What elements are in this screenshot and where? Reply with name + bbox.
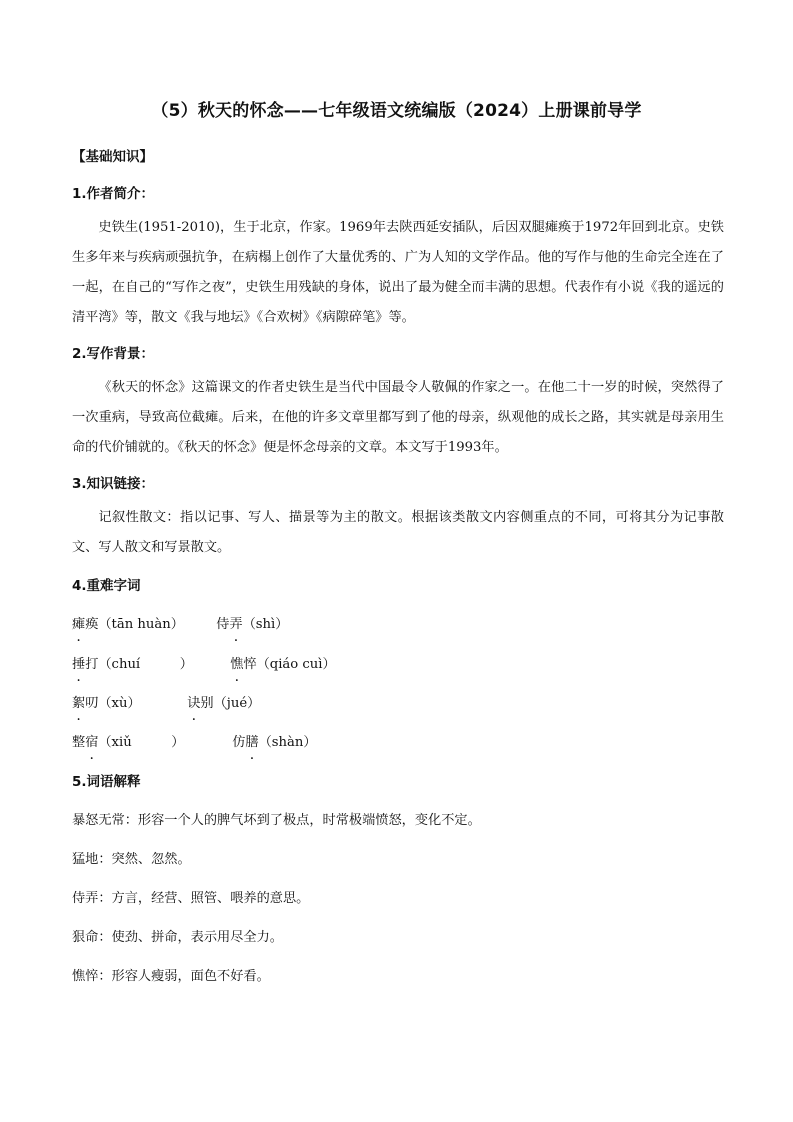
- word-entry: 仿膳（shàn）: [232, 735, 317, 750]
- word-row: [72, 732, 724, 754]
- word-entry: 侍弄（shì）: [216, 617, 289, 632]
- glossary-item: 狠命：使劲、拼命，表示用尽全力。: [72, 930, 283, 945]
- word-entry: 整宿（xiǔ ）: [72, 735, 185, 750]
- word-row: [72, 693, 724, 715]
- words-heading: 4.重难字词: [72, 578, 141, 594]
- background-paragraph: 《秋天的怀念》这篇课文的作者史铁生是当代中国最令人敬佩的作家之一。在他二十一岁的时候，突然得了一次重病，导致高位截瘫。后来，在他的许多文章里都写到了他的母亲，纵观他的成长之路，其实就是母亲用生命的代价铺就的。《秋天的怀念》便是怀念母亲的文章。本文写于1993年。: [72, 380, 724, 455]
- word-entry: 诀别（jué）: [187, 696, 261, 711]
- background-heading: 2.写作背景：: [72, 346, 155, 362]
- glossary-item: 憔悴：形容人瘦弱，面色不好看。: [72, 969, 270, 984]
- word-row: [72, 614, 724, 636]
- word-entry: 絮叨（xù）: [72, 696, 141, 711]
- link-paragraph: 记叙性散文：指以记事、写人、描景等为主的散文。根据该类散文内容侧重点的不同，可将其分为记事散文、写人散文和写景散文。: [72, 510, 724, 555]
- word-entry: 憔悴（qiáo cuì）: [230, 657, 336, 672]
- glossary-item: 暴怒无常：形容一个人的脾气坏到了极点，时常极端愤怒，变化不定。: [72, 813, 481, 828]
- glossary-item: 侍弄：方言，经营、照管、喂养的意思。: [72, 891, 310, 906]
- author-heading: 1.作者简介：: [72, 186, 155, 202]
- glossary-item: 猛地：突然、忽然。: [72, 852, 191, 867]
- word-entry: 瘫痪（tān huàn）: [72, 617, 184, 632]
- glossary-heading: 5.词语解释: [72, 774, 141, 790]
- word-entry: 捶打（chuí ）: [72, 657, 193, 672]
- author-paragraph: 史铁生(1951-2010)，生于北京，作家。1969年去陕西延安插队，后因双腿瘫痪于1972年回到北京。史铁生多年来与疾病顽强抗争，在病榻上创作了大量优秀的、广为人知的文学作品。他的写作与他的生命完全连在了一起，在自己的“写作之夜”，史铁生用残缺的身体，说出了最为健全而丰满的思想。代表作有小说《我的遥远的清平湾》等，散文《我与地坛》《合欢树》《病隙碎笔》等。: [72, 220, 724, 325]
- section-header: 【基础知识】: [72, 149, 153, 165]
- link-heading: 3.知识链接：: [72, 476, 155, 492]
- word-row: [72, 654, 724, 676]
- document-title: （5）秋天的怀念——七年级语文统编版（2024）上册课前导学: [151, 101, 642, 121]
- document-body: [72, 146, 724, 988]
